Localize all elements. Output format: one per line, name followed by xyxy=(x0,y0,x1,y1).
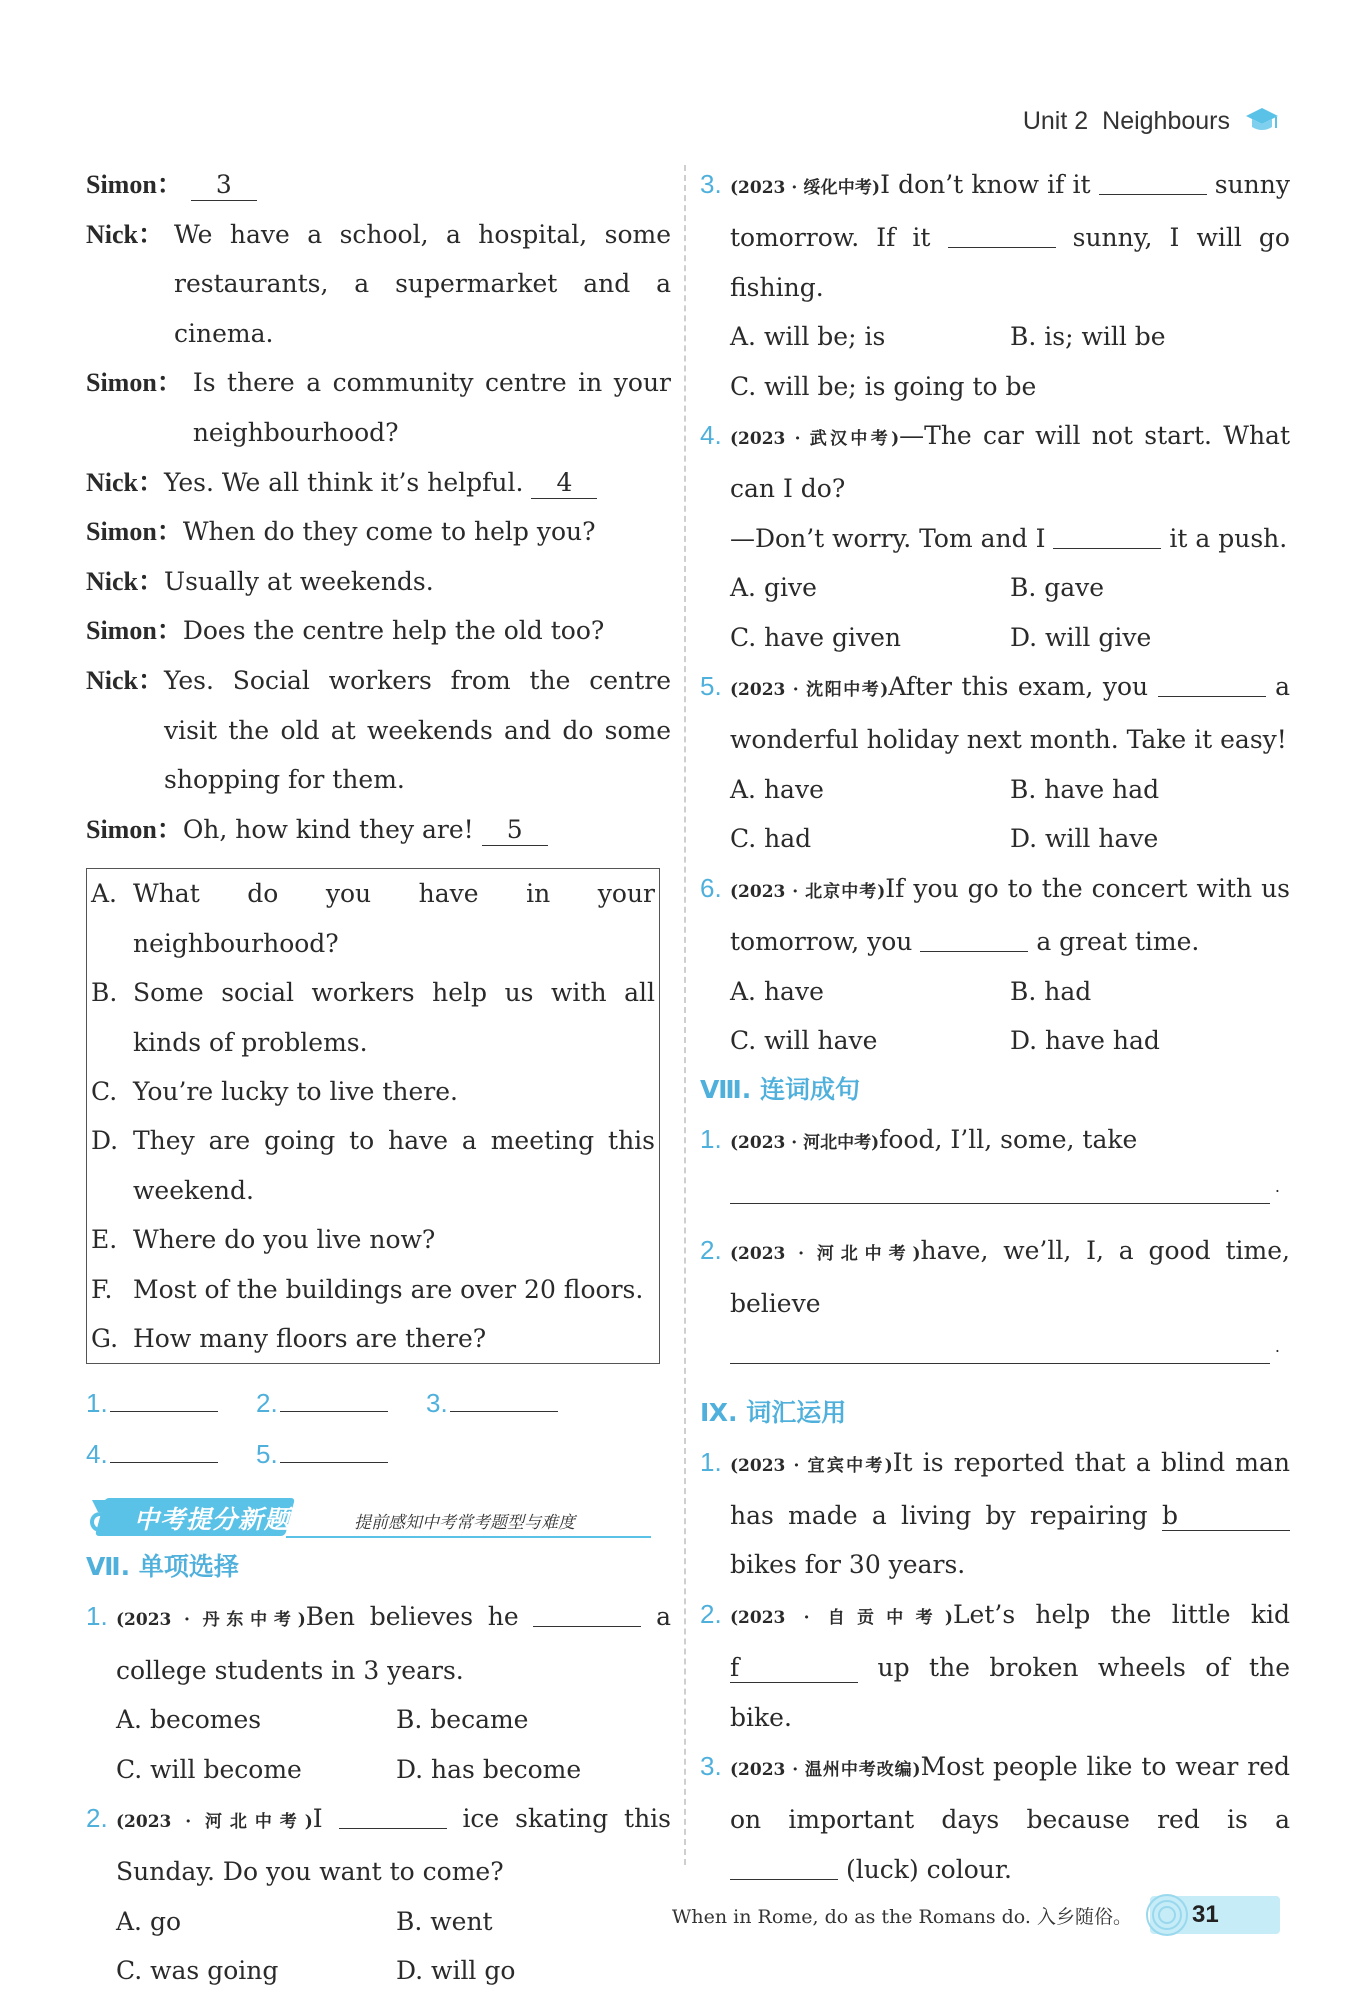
question: 1. (2023 · 河北中考)food, I’ll, some, take xyxy=(700,1124,1138,1155)
answer-blank[interactable] xyxy=(1158,672,1266,697)
dialogue-line xyxy=(86,210,671,359)
dialogue-text: Is there a community centre in your neighbourhood? xyxy=(192,368,671,447)
answer-blank[interactable] xyxy=(339,1804,447,1829)
page-number-tab xyxy=(1150,1896,1280,1934)
dialogue-text: Yes. Social workers from the centre visit the old at weekends and do some shopping for them. xyxy=(164,665,671,795)
dialogue-line xyxy=(86,557,671,607)
question: 6. (2023 · 北京中考)If you go to the concert with us tomorrow, you a great time. xyxy=(700,872,1290,957)
answer-blank[interactable] xyxy=(533,1602,641,1627)
answer-blank[interactable] xyxy=(920,927,1028,952)
speaker: Nick： xyxy=(86,566,165,596)
question: 2. (2023 · 河北中考)I ice skating this Sunday. Do you want to come? xyxy=(86,1803,671,1887)
answer-blank[interactable]: 4 xyxy=(531,468,597,499)
dialogue-text: Oh, how kind they are! xyxy=(182,814,474,844)
dialogue-text: When do they come to help you? xyxy=(182,517,596,547)
question: 5. (2023 · 沈阳中考)After this exam, you a wonderful holiday next month. Take it easy! xyxy=(700,671,1290,755)
section-title: Ⅶ. 单项选择 xyxy=(86,1552,239,1582)
option-item: G. How many floors are there? xyxy=(91,1323,487,1353)
answer-blank[interactable]: 3 xyxy=(191,170,257,201)
choice[interactable]: A. give xyxy=(730,573,817,603)
unit-label: Unit 2 xyxy=(1022,106,1089,135)
dialogue-text: We have a school, a hospital, some restaurants, a supermarket and a cinema. xyxy=(174,219,671,348)
option-item: D. They are going to have a meeting this weekend. xyxy=(91,1126,655,1205)
speaker: Simon： xyxy=(86,616,183,646)
answer-grid xyxy=(86,1380,671,1478)
question: 2. (2023 · 自贡中考)Let’s help the little kid f up the broken wheels of the bike. xyxy=(700,1598,1291,1732)
choice[interactable]: A. becomes xyxy=(116,1705,262,1735)
banner-subtitle: 提前感知中考常考题型与难度 xyxy=(354,1513,575,1534)
choice[interactable]: D. will go xyxy=(396,1956,516,1986)
speaker: Nick： xyxy=(86,467,165,497)
answer-line[interactable] xyxy=(730,1169,1270,1204)
choice[interactable]: B. went xyxy=(396,1906,493,1936)
choice-options xyxy=(700,765,1290,864)
option-item: B. Some social workers help us with all kinds of problems. xyxy=(91,978,655,1057)
left-column xyxy=(86,160,671,1996)
dialogue-text: Does the centre help the old too? xyxy=(182,616,605,646)
option-item: A. What do you have in your neighbourhood? xyxy=(91,879,655,958)
answer-blank[interactable] xyxy=(730,1855,838,1880)
speaker: Simon： xyxy=(86,368,183,398)
dialogue-line xyxy=(86,606,671,656)
choice[interactable]: C. will become xyxy=(116,1754,302,1784)
unit-title: Neighbours xyxy=(1102,106,1230,135)
speaker: Nick： xyxy=(86,665,165,695)
option-item: E. Where do you live now? xyxy=(91,1225,436,1255)
choice[interactable]: C. have given xyxy=(730,622,902,652)
page-header xyxy=(1023,106,1280,136)
choice[interactable]: D. have had xyxy=(1010,1025,1160,1055)
answer-slot[interactable]: 5. xyxy=(256,1431,426,1478)
choice[interactable]: A. go xyxy=(116,1906,182,1936)
answer-slot[interactable]: 4. xyxy=(86,1431,256,1478)
choice[interactable]: C. was going xyxy=(116,1956,279,1986)
question: 1. (2023 · 丹东中考)Ben believes he a college students in 3 years. xyxy=(86,1601,671,1685)
choice[interactable]: A. will be; is xyxy=(730,322,886,352)
section-title: Ⅷ. 连词成句 xyxy=(700,1075,861,1105)
dialogue-line xyxy=(86,458,671,508)
dialogue-text: Yes. We all think it’s helpful. xyxy=(164,467,524,497)
choice[interactable]: B. gave xyxy=(1010,573,1105,603)
choice[interactable]: A. have xyxy=(730,976,824,1006)
option-item: C. You’re lucky to live there. xyxy=(91,1076,458,1106)
footer-motto: When in Rome, do as the Romans do. 入乡随俗。 xyxy=(671,1905,1132,1928)
section-title: Ⅸ. 词汇运用 xyxy=(700,1397,847,1427)
options-box xyxy=(86,868,660,1364)
option-item: F. Most of the buildings are over 20 floors. xyxy=(91,1274,644,1304)
choice[interactable]: D. will give xyxy=(1010,622,1152,652)
choice[interactable]: C. will be; is going to be xyxy=(730,371,1037,401)
dialogue xyxy=(86,160,671,854)
answer-blank[interactable]: b xyxy=(1162,1502,1290,1531)
choice[interactable]: D. has become xyxy=(396,1754,582,1784)
answer-slot[interactable]: 3. xyxy=(426,1380,596,1427)
speaker: Simon： xyxy=(86,517,183,547)
right-column xyxy=(700,160,1290,1894)
dialogue-line xyxy=(86,805,671,855)
question: 3. (2023 · 温州中考改编)Most people like to wear red on important days because red is a (luck) colour. xyxy=(700,1750,1290,1884)
speaker: Simon： xyxy=(86,814,183,844)
choice-options xyxy=(700,312,1290,411)
answer-line[interactable] xyxy=(730,1329,1270,1364)
dialogue-line xyxy=(86,656,671,805)
section-banner xyxy=(86,1492,671,1542)
choice-options xyxy=(700,967,1290,1066)
banner-title: 中考提分新题 xyxy=(134,1505,291,1535)
choice[interactable]: C. had xyxy=(730,824,812,854)
dialogue-line xyxy=(86,358,671,457)
graduation-cap-icon xyxy=(1244,106,1280,136)
choice-options xyxy=(700,563,1290,662)
answer-slot[interactable]: 1. xyxy=(86,1380,256,1427)
choice[interactable]: C. will have xyxy=(730,1025,878,1055)
choice-options xyxy=(86,1695,671,1794)
dialogue-line xyxy=(86,507,671,557)
speaker: Nick： xyxy=(86,219,165,249)
answer-blank[interactable] xyxy=(1099,170,1207,195)
question: 3. (2023 · 绥化中考)I don’t know if it sunny tomorrow. If it sunny, I will go fishing. xyxy=(700,169,1290,302)
answer-blank[interactable]: f xyxy=(730,1654,858,1683)
answer-slot[interactable]: 2. xyxy=(256,1380,426,1427)
choice[interactable]: A. have xyxy=(730,774,824,804)
dialogue-line xyxy=(86,160,671,210)
answer-blank[interactable]: 5 xyxy=(482,815,548,846)
column-divider xyxy=(684,165,686,1865)
question: 1. (2023 · 宜宾中考)It is reported that a blind man has made a living by repairing b bikes for 30 years. xyxy=(700,1446,1290,1580)
choice[interactable]: B. is; will be xyxy=(1010,322,1166,352)
dialogue-text: Usually at weekends. xyxy=(164,566,434,596)
page-footer xyxy=(672,1892,1280,1938)
question: 4. (2023 · 武汉中考)—The car will not start. What can I do? —Don’t worry. Tom and I it a push. xyxy=(700,420,1290,553)
choice[interactable]: B. became xyxy=(396,1705,529,1735)
choice[interactable]: B. had xyxy=(1010,976,1092,1006)
answer-blank[interactable] xyxy=(1053,524,1161,549)
question: 2. (2023 · 河北中考)have, we’ll, I, a good time, believe xyxy=(700,1234,1290,1319)
choice[interactable]: D. will have xyxy=(1010,824,1159,854)
swirl-icon xyxy=(1144,1892,1190,1938)
choice[interactable]: B. have had xyxy=(1010,774,1160,804)
answer-blank[interactable] xyxy=(948,223,1056,248)
page-number: 31 xyxy=(1192,1901,1219,1928)
choice-options xyxy=(86,1897,671,1996)
speaker: Simon： xyxy=(86,170,183,199)
